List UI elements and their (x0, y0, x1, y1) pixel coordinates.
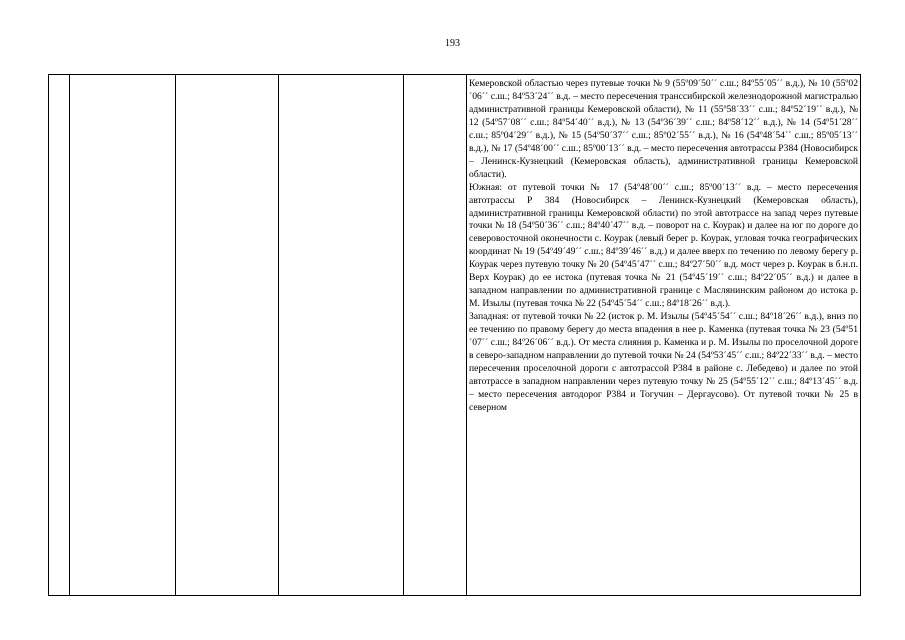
description-paragraph: Кемеровской областью через путевые точки № 9 (55º09´50´´ с.ш.; 84º55´05´´ в.д.), № 10 (55º02´06´´ с.ш.; 84º53´24´´ в.д. – место пересечения транссибирской железнодорожной магистралью административной границы Кемеровской области), № 11 (55º58´33´´ с.ш.; 84º52´19´´ в.д.), № 12 (54º57´08´´ с.ш.; 84º54´40´´ в.д.), № 13 (54º36´39´´ с.ш.; 84º58´12´´ в.д.), № 14 (54º51´28´´ с.ш.; 85º04´29´´ в.д.), № 15 (54º50´37´´ с.ш.; 85º02´55´´ в.д.), № 16 (54º48´54´´ с.ш.; 85º05´13´´ в.д.), № 17 (54º48´00´´ с.ш.; 85º00´13´´ в.д. – место пересечения автотрассы Р384 (Новосибирск – Ленинск-Кузнецкий (Кемеровская область), административной границы Кемеровской области). (469, 78, 858, 180)
boundary-description (467, 75, 860, 595)
description-paragraph: Западная: от путевой точки № 22 (исток р. М. Изылы (54º45´54´´ с.ш.; 84º18´26´´ в.д.), вниз по ее течению по правому берегу до места впадения в нее р. Каменка (путевая точка № 23 (54º51´07´´ с.ш.; 84º26´06´´ в.д.). От места слияния р. Каменка и р. М. Изылы по проселочной дороге в северо-западном направлении до путевой точки № 24 (54º53´45´´ с.ш.; 84º22´33´´ в.д. – место пересечения проселочной дороги с автотрассой Р384 в районе с. Лебедево) и далее по этой автотрассе в западном направлении через путевую точку № 25 (54º55´12´´ с.ш.; 84º13´45´´ в.д. – место пересечения автодорог Р384 и Тогучин – Дергаусово). От путевой точки № 25 в северном (469, 311, 858, 413)
document-table (48, 74, 861, 596)
table-cell-empty (70, 75, 176, 596)
table-cell-number (49, 75, 70, 596)
description-paragraph: Южная: от путевой точки № 17 (54º48´00´´ с.ш.; 85º00´13´´ в.д. – место пересечения автотрассы Р 384 (Новосибирск – Ленинск-Кузнецкий (Кемеровская область), административной границы Кемеровской области) по этой автотрассе на запад через путевые точки № 18 (54º50´36´´ с.ш.; 84º40´47´´ в.д. – поворот на с. Коурак) и далее на юг по дороге до северовосточной оконечности с. Коурак (левый берег р. Коурак, угловая точка географических координат № 19 (54º49´49´´ с.ш.; 84º39´46´´ в.д.) и далее вверх по течению по левому берегу р. Коурак через путевую точку № 20 (54º45´47´´ с.ш.; 84º27´50´´ в.д. мост через р. Коурак в б.н.п. Верх Коурак) до ее истока (путевая точка № 21 (54º45´19´´ с.ш.; 84º22´05´´ в.д.) и далее в западном направлении по административной границе с Маслянинским районом до истока р. М. Изылы (путевая точка № 22 (54º45´54´´ с.ш.; 84º18´26´´ в.д.). (469, 181, 858, 310)
table-cell-boundary-description (467, 75, 861, 596)
page-number: 193 (445, 38, 460, 49)
table-row (49, 75, 861, 596)
table-cell-empty (279, 75, 404, 596)
table-cell-empty (404, 75, 467, 596)
table-cell-empty (176, 75, 279, 596)
